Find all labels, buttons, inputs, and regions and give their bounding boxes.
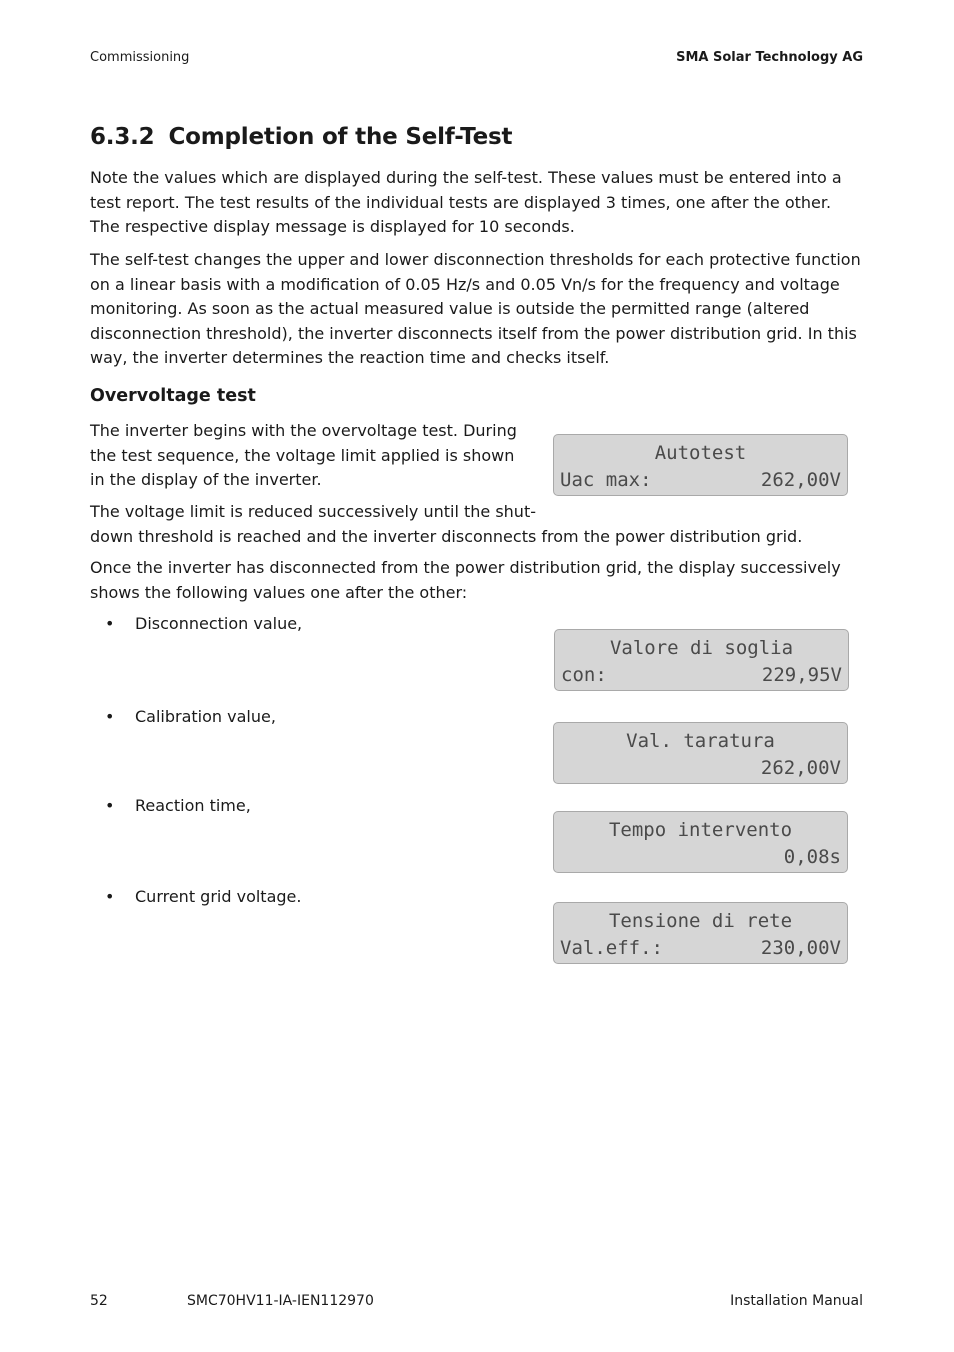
header-section: Commissioning xyxy=(90,50,190,65)
lcd-line1: Tensione di rete xyxy=(608,910,793,932)
bullet-item xyxy=(105,707,276,726)
lcd-value: 262,00V xyxy=(760,469,841,491)
bullet-text: Reaction time, xyxy=(135,796,251,815)
paragraph-display-sequence: Once the inverter has disconnected from the power distribution grid, the display successively shows the following values one after the other: xyxy=(90,558,841,602)
paragraph-voltage-limit-line1: The voltage limit is reduced successively until the shut- xyxy=(90,502,536,521)
page-title xyxy=(90,124,512,150)
lcd-label: con: xyxy=(561,664,607,686)
lcd-line1: Val. taratura xyxy=(626,730,775,752)
paragraph-overvoltage-intro: The inverter begins with the overvoltage test. During the test sequence, the voltage limit applied is shown in the display of the inverter. xyxy=(90,421,517,490)
lcd-line2 xyxy=(561,664,842,686)
lcd-display-disconnection xyxy=(554,629,849,691)
lcd-display-calibration xyxy=(553,722,848,784)
lcd-display-grid-voltage xyxy=(553,902,848,964)
bullet-marker: • xyxy=(105,796,115,815)
lcd-line1: Tempo intervento xyxy=(608,819,793,841)
paragraph-voltage-limit-line2: down threshold is reached and the inverter disconnects from the power distribution grid. xyxy=(90,526,803,546)
paragraph-intro: Note the values which are displayed during the self-test. These values must be entered into a test report. The test results of the individual tests are displayed 3 times, one after the other. The respective display message is displayed for 10 seconds. xyxy=(90,168,842,237)
bullet-item xyxy=(105,614,302,633)
bullet-marker: • xyxy=(105,707,115,726)
lcd-line2 xyxy=(560,469,841,491)
lcd-label: Val.eff.: xyxy=(560,937,663,959)
paragraph-method: The self-test changes the upper and lower disconnection thresholds for each protective function on a linear basis with a modification of 0.05 Hz/s and 0.05 Vn/s for the frequency and voltage monitoring. As soon as the actual measured value is outside the permitted range (altered disconnection threshold), the inverter disconnects itself from the power distribution grid. In this way, the inverter determines the reaction time and checks itself. xyxy=(90,250,861,368)
bullet-text: Disconnection value, xyxy=(135,614,303,633)
page-number: 52 xyxy=(90,1293,108,1309)
bullet-marker: • xyxy=(105,887,115,906)
lcd-display-reaction-time xyxy=(553,811,848,873)
bullet-item xyxy=(105,796,251,815)
lcd-line1: Autotest xyxy=(654,442,747,464)
lcd-line2 xyxy=(560,937,841,959)
lcd-value: 262,00V xyxy=(760,757,841,779)
header-company: SMA Solar Technology AG xyxy=(676,50,863,65)
bullet-item xyxy=(105,887,301,906)
lcd-value: 230,00V xyxy=(760,937,841,959)
document-type: Installation Manual xyxy=(730,1293,863,1309)
lcd-line1: Valore di soglia xyxy=(609,637,794,659)
document-id: SMC70HV11-IA-IEN112970 xyxy=(187,1293,374,1309)
section-number: 6.3.2 xyxy=(90,124,155,150)
bullet-text: Calibration value, xyxy=(135,707,276,726)
lcd-line2 xyxy=(560,757,841,779)
bullet-marker: • xyxy=(105,614,115,633)
lcd-line2 xyxy=(560,846,841,868)
lcd-label: Uac max: xyxy=(560,469,652,491)
section-title-text: Completion of the Self-Test xyxy=(168,124,513,150)
bullet-text: Current grid voltage. xyxy=(135,887,302,906)
subsection-title: Overvoltage test xyxy=(90,386,256,406)
lcd-value: 0,08s xyxy=(783,846,841,868)
lcd-display-autotest xyxy=(553,434,848,496)
lcd-value: 229,95V xyxy=(761,664,842,686)
paragraph-voltage-limit xyxy=(90,500,865,549)
